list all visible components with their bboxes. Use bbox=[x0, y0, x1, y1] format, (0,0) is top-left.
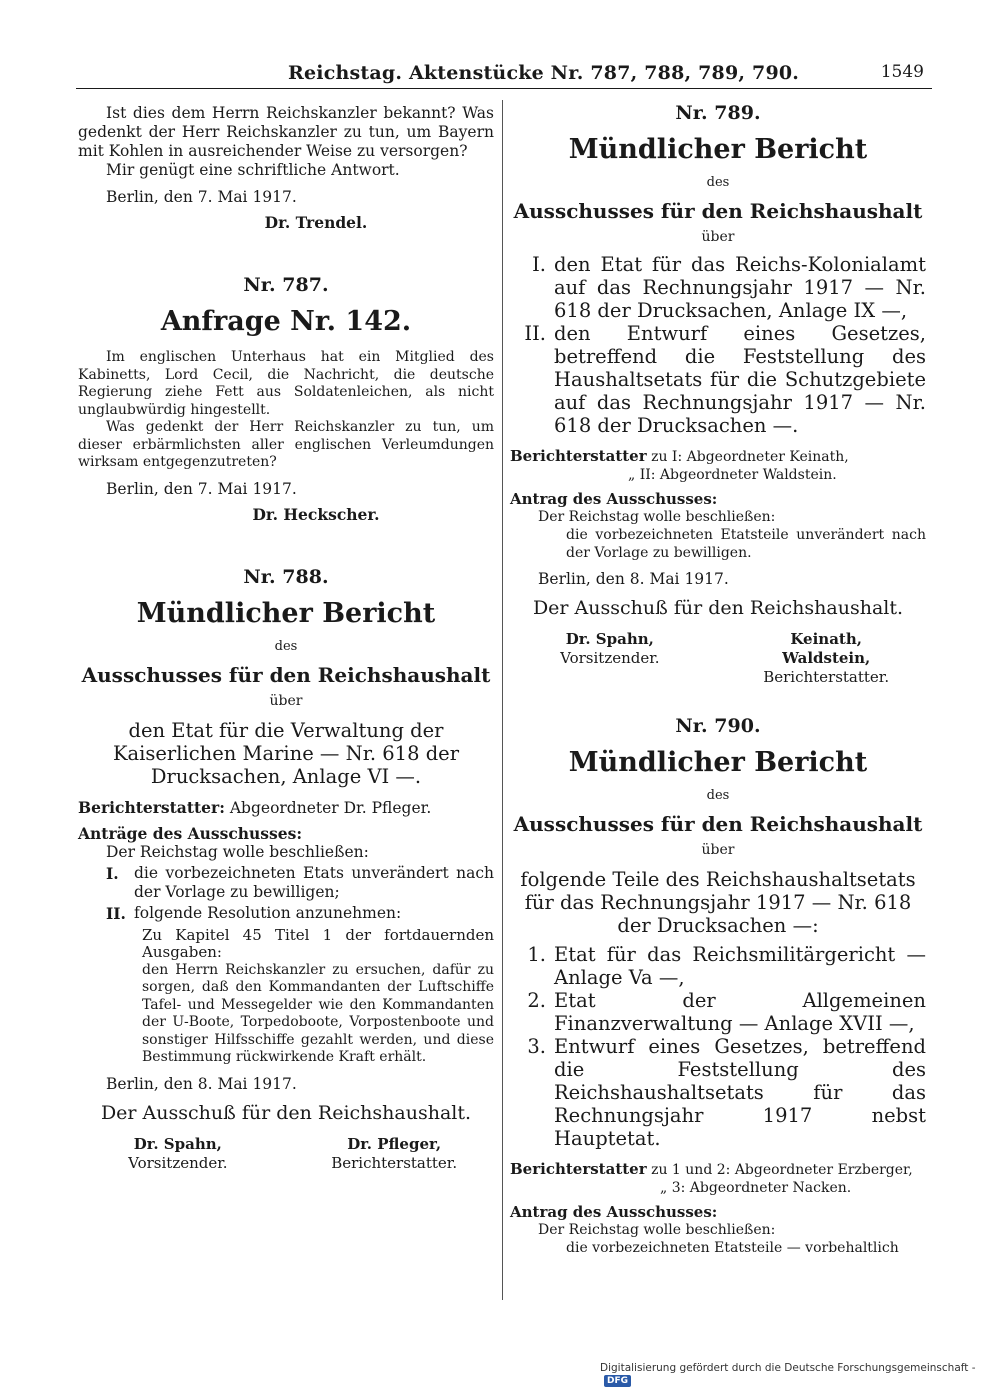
chair-role: Vorsitzender. bbox=[128, 1153, 228, 1172]
page-number: 1549 bbox=[880, 62, 924, 82]
list-item-number: 3. bbox=[527, 1035, 546, 1058]
reporter-signature-1: Keinath, bbox=[790, 630, 862, 648]
subject-list bbox=[510, 943, 926, 1150]
list-item bbox=[510, 989, 926, 1035]
footer-text: Digitalisierung gefördert durch die Deutsche Forschungsgemeinschaft - bbox=[600, 1362, 976, 1374]
list-item bbox=[510, 1035, 926, 1150]
list-item bbox=[106, 904, 494, 923]
motions-label: Anträge des Ausschusses: bbox=[78, 823, 303, 843]
list-item-text: den Etat für das Reichs-Kolonialamt auf das Rechnungsjahr 1917 — Nr. 618 der Drucksachen, Anlage IX —, bbox=[554, 253, 926, 322]
list-item bbox=[106, 864, 494, 902]
page-header bbox=[76, 58, 932, 89]
dfg-logo: DFG bbox=[604, 1375, 631, 1387]
signature: Dr. Trendel. bbox=[264, 213, 368, 232]
motion-label: Antrag des Ausschusses: bbox=[510, 1203, 718, 1221]
chair-name: Dr. Spahn, bbox=[565, 630, 654, 648]
report-intro: folgende Teile des Reichshaushaltsetats für das Rechnungsjahr 1917 — Nr. 618 der Drucksachen —: bbox=[520, 868, 916, 937]
reporter-role: Berichterstatter. bbox=[331, 1153, 458, 1172]
document-number: Nr. 790. bbox=[675, 715, 761, 737]
motion-text: die vorbezeichneten Etatsteile — vorbehaltlich bbox=[566, 1240, 899, 1256]
subject-list bbox=[510, 253, 926, 437]
chair-role: Vorsitzender. bbox=[560, 649, 660, 667]
motion-text: die vorbezeichneten Etatsteile unverändert nach der Vorlage zu bewilligen. bbox=[566, 527, 926, 561]
intro-paragraph-2: Mir genügt eine schriftliche Antwort. bbox=[106, 161, 400, 179]
document-number: Nr. 789. bbox=[675, 102, 761, 124]
document-number: Nr. 788. bbox=[243, 565, 329, 588]
list-item-text: Etat der Allgemeinen Finanzverwaltung — Anlage XVII —, bbox=[554, 989, 926, 1035]
des-label: des bbox=[706, 788, 730, 803]
reporter-label: Berichterstatter: bbox=[78, 797, 225, 817]
signatures bbox=[78, 1135, 494, 1173]
reporter-name: Abgeordneter Dr. Pfleger. bbox=[229, 798, 432, 817]
list-item bbox=[510, 943, 926, 989]
reporter-role: Berichterstatter. bbox=[763, 668, 890, 686]
place-date: Berlin, den 8. Mai 1917. bbox=[538, 570, 729, 588]
reporter-2: „ II: Abgeordneter Waldstein. bbox=[628, 467, 837, 483]
document-heading: Mündlicher Bericht bbox=[568, 747, 868, 778]
place-date: Berlin, den 8. Mai 1917. bbox=[106, 1074, 297, 1093]
committee-signature: Der Ausschuß für den Reichshaushalt. bbox=[532, 597, 904, 619]
reporter-signature: Dr. Pfleger, bbox=[347, 1134, 442, 1153]
list-item-text: Etat für das Reichsmilitärgericht — Anlage Va —, bbox=[554, 943, 926, 989]
running-title: Reichstag. Aktenstücke Nr. 787, 788, 789, 790. bbox=[288, 62, 800, 84]
resolution-title: Zu Kapitel 45 Titel 1 der fortdauernden Ausgaben: bbox=[142, 925, 494, 961]
ueber-label: über bbox=[701, 229, 735, 245]
committee-heading: Ausschusses für den Reichshaushalt bbox=[81, 662, 491, 687]
document-number: Nr. 787. bbox=[243, 274, 329, 296]
list-item-text: Entwurf eines Gesetzes, betreffend die Feststellung des Reichshaushaltsetats für das Rechnungsjahr 1917 nebst Hauptetat. bbox=[554, 1035, 926, 1150]
document-heading: Mündlicher Bericht bbox=[568, 134, 868, 165]
reporter-1: zu 1 und 2: Abgeordneter Erzberger, bbox=[651, 1162, 913, 1178]
right-column bbox=[510, 104, 926, 1257]
motion-intro: Der Reichstag wolle beschließen: bbox=[538, 509, 776, 525]
reporter-label: Berichterstatter bbox=[510, 447, 647, 465]
motion-intro: Der Reichstag wolle beschließen: bbox=[538, 1222, 776, 1238]
report-subject: den Etat für die Verwaltung der Kaiserlichen Marine — Nr. 618 der Drucksachen, Anlage VI —. bbox=[112, 718, 460, 788]
list-item-number: II. bbox=[106, 903, 126, 923]
signature: Dr. Heckscher. bbox=[252, 504, 380, 524]
ueber-label: über bbox=[701, 842, 735, 858]
place-date: Berlin, den 7. Mai 1917. bbox=[106, 479, 297, 498]
list-item-text: den Entwurf eines Gesetzes, betreffend die Feststellung des Haushaltsetats für die Schutzgebiete auf das Rechnungsjahr 1917 — Nr. 618 der Drucksachen —. bbox=[554, 322, 926, 437]
reporter-label: Berichterstatter bbox=[510, 1160, 647, 1178]
des-label: des bbox=[274, 638, 298, 654]
left-column bbox=[78, 104, 494, 1173]
motion-label: Antrag des Ausschusses: bbox=[510, 490, 718, 508]
footer-credit bbox=[600, 1362, 1000, 1387]
list-item-number: I. bbox=[106, 863, 119, 883]
reporter-signature-2: Waldstein, bbox=[782, 649, 871, 667]
document-heading: Anfrage Nr. 142. bbox=[160, 306, 412, 337]
list-item-text: folgende Resolution anzunehmen: bbox=[134, 903, 402, 922]
chair-name: Dr. Spahn, bbox=[133, 1134, 222, 1153]
list-item bbox=[510, 253, 926, 322]
committee-heading: Ausschusses für den Reichshaushalt bbox=[513, 199, 923, 223]
list-item-number: 1. bbox=[527, 943, 546, 966]
ueber-label: über bbox=[269, 692, 303, 709]
motions-intro: Der Reichstag wolle beschließen: bbox=[106, 842, 369, 861]
reporter-1: zu I: Abgeordneter Keinath, bbox=[651, 449, 849, 465]
list-item-number: I. bbox=[532, 253, 546, 276]
place-date: Berlin, den 7. Mai 1917. bbox=[106, 188, 297, 206]
intro-paragraph: Ist dies dem Herrn Reichskanzler bekannt? Was gedenkt der Herr Reichskanzler zu tun, um Bayern mit Kohlen in ausreichender Weise zu versorgen? bbox=[78, 104, 494, 160]
question-paragraph: Im englischen Unterhaus hat ein Mitglied des Kabinetts, Lord Cecil, die Nachricht, die deutsche Regierung ziehe Fett aus Soldatenleichen, als nicht unglaubwürdig hingestellt. bbox=[78, 349, 494, 418]
motions-list bbox=[78, 864, 494, 923]
resolution-text: den Herrn Reichskanzler zu ersuchen, dafür zu sorgen, daß den Kommandanten der Luftschiffe Tafel- und Messegelder wie den Kommandanten der U-Boote, Torpedoboote, Vorpostenboote und sonstiger Hilfsschiffe gezahlt werden, und diese Bestimmung rückwirkende Kraft erhält. bbox=[142, 961, 494, 1065]
reporter-2: „ 3: Abgeordneter Nacken. bbox=[660, 1180, 852, 1196]
list-item bbox=[510, 322, 926, 437]
question-paragraph-2: Was gedenkt der Herr Reichskanzler zu tun, um dieser erbärmlichsten aller englischen Verleumdungen wirksam entgegenzutreten? bbox=[78, 419, 494, 470]
list-item-text: die vorbezeichneten Etats unverändert nach der Vorlage zu bewilligen; bbox=[134, 863, 494, 901]
committee-signature: Der Ausschuß für den Reichshaushalt. bbox=[100, 1101, 472, 1124]
des-label: des bbox=[706, 175, 730, 190]
list-item-number: 2. bbox=[527, 989, 546, 1012]
document-heading: Mündlicher Bericht bbox=[136, 597, 436, 629]
committee-heading: Ausschusses für den Reichshaushalt bbox=[513, 812, 923, 836]
list-item-number: II. bbox=[524, 322, 546, 345]
signatures bbox=[510, 630, 926, 687]
column-divider bbox=[502, 100, 503, 1300]
